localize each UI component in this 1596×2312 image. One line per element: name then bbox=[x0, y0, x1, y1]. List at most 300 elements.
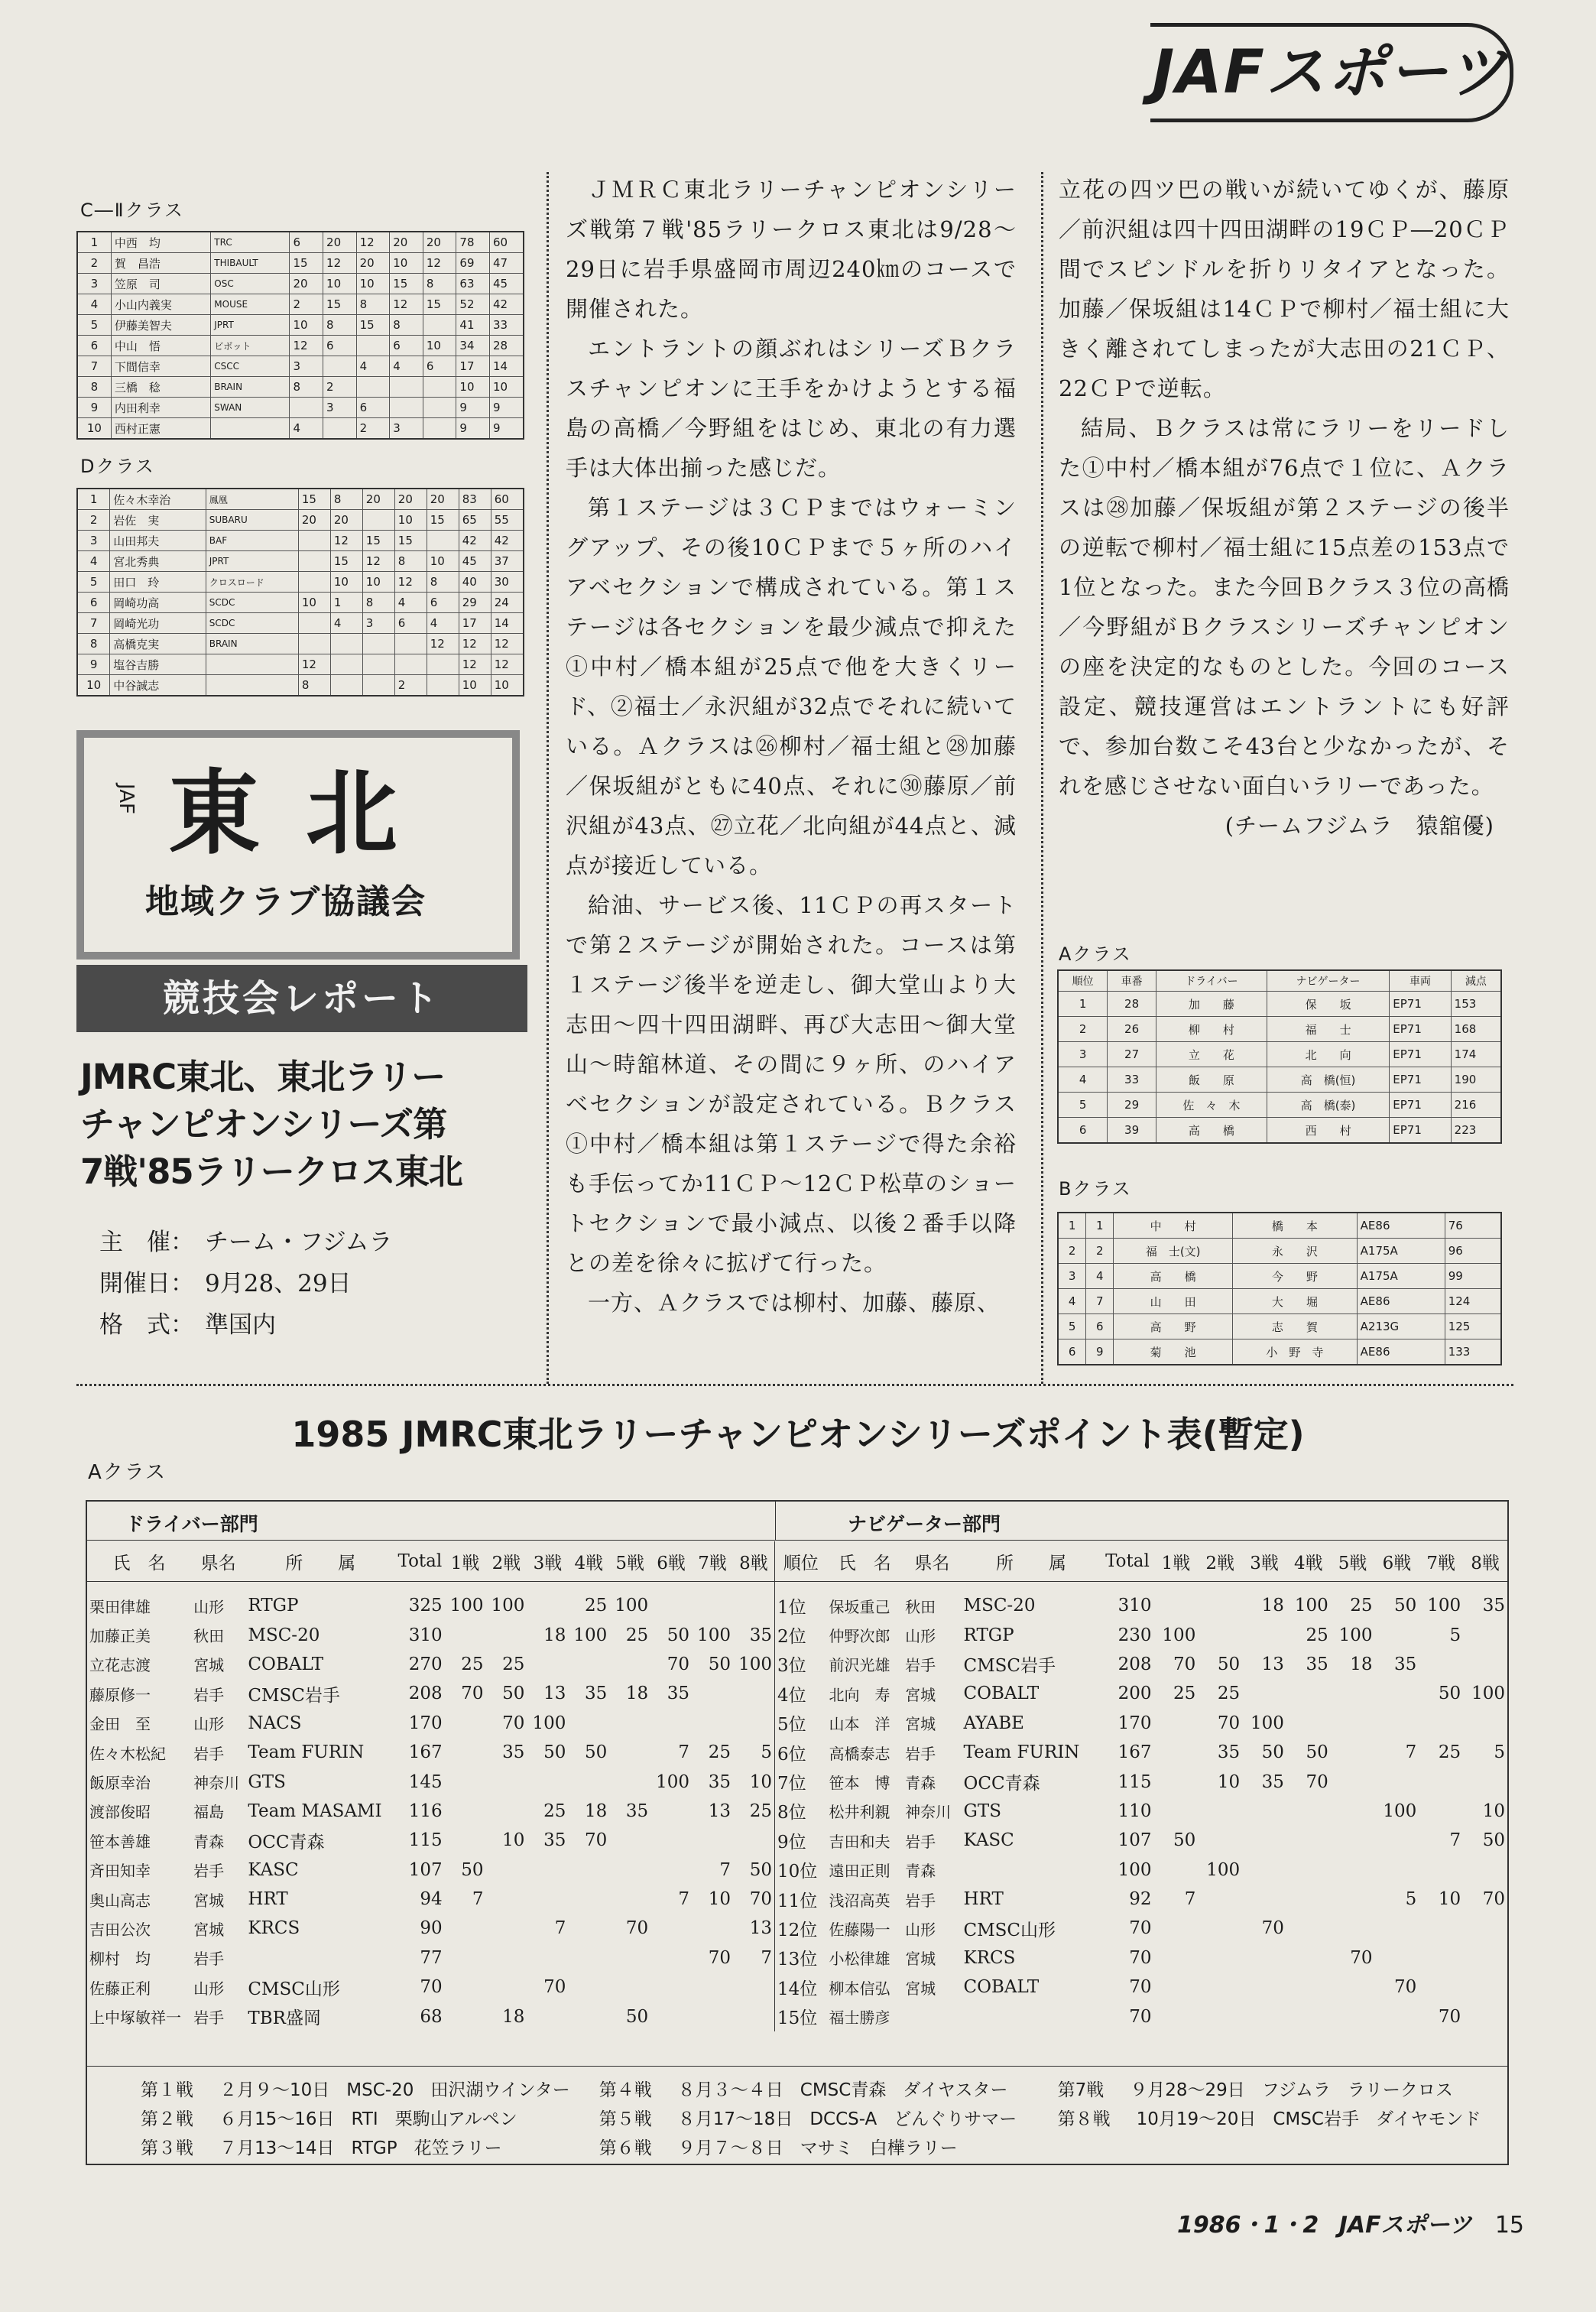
table-cell: 1 bbox=[1086, 1213, 1114, 1239]
table-cell: 加 藤 bbox=[1156, 992, 1267, 1017]
table-cell bbox=[1375, 1914, 1419, 1943]
table-row bbox=[77, 675, 524, 697]
table-cell: 4 bbox=[1058, 1067, 1108, 1093]
table-cell bbox=[1286, 1914, 1331, 1943]
table-cell: 浅沼高英 bbox=[829, 1891, 890, 1910]
table-cell: 70 bbox=[1129, 1918, 1152, 1939]
table-cell: 7 bbox=[1184, 1889, 1196, 1910]
table-cell: 笹本善雄 bbox=[89, 1832, 151, 1851]
table-cell: 2 bbox=[1058, 1017, 1108, 1042]
table-row bbox=[775, 1973, 1507, 2002]
table-cell: 4 bbox=[427, 613, 459, 634]
table-cell bbox=[1331, 1973, 1375, 2002]
table-cell bbox=[1331, 1797, 1375, 1826]
table-cell: 10 bbox=[749, 1771, 772, 1792]
table-cell bbox=[1154, 1738, 1199, 1767]
table-cell: 25 bbox=[461, 1654, 484, 1674]
table-cell bbox=[733, 1973, 775, 2002]
table-cell: 100 bbox=[656, 1771, 690, 1792]
table-cell bbox=[1154, 1709, 1199, 1738]
table-cell bbox=[527, 1856, 568, 1885]
table-cell: 20 bbox=[423, 232, 456, 253]
table-cell: 100 bbox=[1162, 1625, 1196, 1645]
table-header: 8戦 bbox=[733, 1541, 775, 1582]
table-cell: 20 bbox=[290, 274, 323, 294]
table-cell: 吉田和夫 bbox=[829, 1832, 890, 1851]
table-cell: 200 bbox=[1118, 1684, 1152, 1704]
article-paragraph: 一方、Ａクラスでは柳村、加藤、藤原、 bbox=[588, 1290, 1001, 1316]
table-cell bbox=[568, 1973, 609, 2002]
table-row bbox=[1058, 1239, 1501, 1264]
table-row bbox=[1058, 1213, 1501, 1239]
schedule-item bbox=[141, 2076, 599, 2105]
table-cell: 40 bbox=[459, 572, 491, 593]
page-number: 15 bbox=[1494, 2212, 1525, 2239]
table-row bbox=[87, 1650, 775, 1679]
table-cell: 10 bbox=[708, 1889, 731, 1910]
table-row bbox=[77, 377, 524, 398]
table-cell: 宮城 bbox=[193, 1656, 225, 1675]
table-cell: 18 bbox=[625, 1684, 649, 1704]
table-cell: 7 bbox=[554, 1918, 566, 1939]
table-cell: 124 bbox=[1445, 1289, 1501, 1314]
event-info bbox=[99, 1222, 393, 1346]
table-cell: 100 bbox=[1471, 1684, 1505, 1704]
table-cell bbox=[733, 1826, 775, 1855]
table-cell bbox=[903, 2002, 961, 2031]
table-cell: KRCS bbox=[248, 1918, 300, 1939]
table-cell: 3 bbox=[290, 356, 323, 377]
table-cell bbox=[486, 1914, 527, 1943]
info-value: 9月28、29日 bbox=[205, 1270, 352, 1297]
table-cell: 107 bbox=[1118, 1830, 1152, 1851]
table-cell: 116 bbox=[408, 1801, 443, 1821]
table-cell: 3 bbox=[362, 613, 394, 634]
a-result-table bbox=[1057, 969, 1502, 1144]
table-cell: 50 bbox=[1306, 1742, 1328, 1763]
headline-line: チャンピオンシリーズ第 bbox=[80, 1104, 447, 1145]
table-cell: 青森 bbox=[905, 1774, 936, 1793]
table-cell bbox=[733, 1709, 775, 1738]
table-cell: 35 bbox=[502, 1742, 525, 1763]
table-cell: 110 bbox=[1118, 1801, 1152, 1821]
table-cell bbox=[362, 654, 394, 675]
table-row bbox=[77, 634, 524, 654]
table-cell: 神奈川 bbox=[193, 1774, 240, 1793]
table-cell: 70 bbox=[625, 1918, 649, 1939]
table-cell: 100 bbox=[449, 1596, 484, 1616]
table-cell: 25 bbox=[708, 1742, 731, 1763]
table-cell: 9 bbox=[456, 418, 490, 440]
table-row bbox=[1058, 1339, 1501, 1365]
table-cell bbox=[1286, 1885, 1331, 1914]
table-cell: 70 bbox=[1129, 2006, 1152, 2027]
info-date bbox=[99, 1263, 393, 1304]
table-cell: 60 bbox=[491, 489, 524, 510]
table-cell bbox=[394, 634, 427, 654]
table-cell: CMSC山形 bbox=[963, 1920, 1056, 1940]
d-class-table bbox=[76, 488, 524, 697]
table-cell: 223 bbox=[1451, 1118, 1501, 1144]
table-cell: 12 bbox=[423, 253, 456, 274]
table-cell bbox=[1154, 1973, 1199, 2002]
table-cell: 1 bbox=[77, 489, 110, 510]
table-cell: 15 bbox=[290, 253, 323, 274]
table-cell: 18 bbox=[1350, 1654, 1373, 1674]
table-cell: 山形 bbox=[193, 1715, 225, 1734]
article-paragraph: エントラントの顔ぶれはシリーズＢクラスチャンピオンに王手をかけようとする福島の高橋／今野組をはじめ、東北の有力選手は大体出揃った感じだ。 bbox=[566, 336, 1017, 481]
table-cell: 8 bbox=[77, 377, 111, 398]
table-cell: 高 橋 bbox=[1114, 1264, 1233, 1289]
table-cell bbox=[1419, 1943, 1463, 1973]
headline-line: 7戦'85ラリークロス東北 bbox=[80, 1151, 462, 1192]
table-row bbox=[1058, 1042, 1501, 1067]
table-cell: 3 bbox=[323, 398, 357, 418]
table-cell: 55 bbox=[491, 510, 524, 531]
table-cell: 岩手 bbox=[193, 1685, 225, 1704]
table-cell: 230 bbox=[1118, 1625, 1152, 1645]
table-cell: 11位 bbox=[777, 1891, 818, 1911]
table-cell bbox=[692, 2002, 733, 2031]
table-cell: 8 bbox=[427, 572, 459, 593]
table-cell: 10 bbox=[1217, 1771, 1241, 1792]
table-cell: 65 bbox=[459, 510, 491, 531]
schedule-field: 10月19～20日 bbox=[1136, 2109, 1257, 2129]
table-cell: 100 bbox=[697, 1625, 731, 1645]
table-cell: 167 bbox=[1118, 1742, 1152, 1763]
table-cell: 9 bbox=[77, 398, 111, 418]
table-cell: RTGP bbox=[248, 1596, 299, 1616]
table-cell: 70 bbox=[708, 1947, 731, 1968]
table-cell bbox=[1375, 1943, 1419, 1973]
table-cell: THIBAULT bbox=[211, 253, 290, 274]
table-cell: 12 bbox=[356, 232, 390, 253]
table-row bbox=[87, 1679, 775, 1708]
article-column-2 bbox=[1059, 170, 1510, 846]
table-header: 7戦 bbox=[692, 1541, 733, 1582]
table-cell: 10 bbox=[290, 315, 323, 336]
table-cell: 5 bbox=[761, 1742, 772, 1763]
table-row bbox=[87, 1620, 775, 1649]
table-row bbox=[77, 294, 524, 315]
table-cell: 100 bbox=[1294, 1596, 1328, 1616]
table-cell bbox=[1242, 1885, 1286, 1914]
table-cell: 77 bbox=[420, 1947, 443, 1968]
table-cell bbox=[1154, 1943, 1199, 1973]
table-cell bbox=[650, 1856, 692, 1885]
table-cell: 15 bbox=[394, 531, 427, 551]
d-class-label: Dクラス bbox=[80, 456, 155, 477]
table-header: Total bbox=[395, 1541, 445, 1582]
table-cell: 69 bbox=[456, 253, 490, 274]
table-cell bbox=[568, 1885, 609, 1914]
table-cell: 金田 至 bbox=[89, 1715, 151, 1734]
table-cell: 18 bbox=[1261, 1596, 1284, 1616]
table-cell bbox=[486, 1620, 527, 1649]
table-cell: 山形 bbox=[193, 1979, 225, 1998]
table-cell: 20 bbox=[323, 232, 357, 253]
table-cell: 6 bbox=[423, 356, 456, 377]
table-cell: 168 bbox=[1451, 1017, 1501, 1042]
table-cell: 12 bbox=[362, 551, 394, 572]
table-cell: 岡崎功高 bbox=[110, 593, 206, 613]
table-cell: 10 bbox=[394, 510, 427, 531]
table-cell: 10 bbox=[298, 593, 330, 613]
table-cell: 2 bbox=[356, 418, 390, 440]
table-cell: 125 bbox=[1445, 1314, 1501, 1339]
schedule bbox=[87, 2066, 1507, 2164]
table-cell bbox=[445, 1943, 486, 1973]
table-cell bbox=[486, 1885, 527, 1914]
table-cell: 福 士 bbox=[1267, 1017, 1389, 1042]
table-cell: 35 bbox=[667, 1684, 690, 1704]
table-cell: 7 bbox=[1086, 1289, 1114, 1314]
table-cell: AE86 bbox=[1357, 1289, 1445, 1314]
navi-section-header bbox=[775, 1502, 1507, 1541]
table-cell: 3 bbox=[390, 418, 423, 440]
table-row bbox=[775, 1709, 1507, 1738]
table-cell bbox=[527, 1767, 568, 1796]
info-status bbox=[99, 1304, 393, 1346]
table-cell bbox=[1419, 1650, 1463, 1679]
table-cell bbox=[650, 1943, 692, 1973]
table-cell: 70 bbox=[1482, 1889, 1505, 1910]
table-cell: 10 bbox=[77, 418, 111, 440]
table-cell: 6 bbox=[77, 593, 110, 613]
table-row bbox=[87, 1826, 775, 1855]
table-cell: 17 bbox=[456, 356, 490, 377]
schedule-field: DCCS-A bbox=[809, 2109, 877, 2129]
table-cell bbox=[1198, 1973, 1242, 2002]
table-cell: 70 bbox=[461, 1684, 484, 1704]
table-cell: BRAIN bbox=[211, 377, 290, 398]
table-cell: 9位 bbox=[777, 1832, 806, 1853]
table-cell: 25 bbox=[584, 1596, 608, 1616]
table-cell: 47 bbox=[490, 253, 524, 274]
table-cell: 青森 bbox=[193, 1832, 225, 1851]
table-header: 3戦 bbox=[527, 1541, 568, 1582]
table-cell bbox=[1419, 1709, 1463, 1738]
table-cell: 10 bbox=[459, 675, 491, 697]
table-header: 順位 bbox=[775, 1541, 827, 1582]
table-cell: 上中塚敏祥一 bbox=[89, 2008, 181, 2028]
table-cell bbox=[692, 1582, 733, 1621]
table-cell bbox=[1419, 1856, 1463, 1885]
table-cell: 42 bbox=[490, 294, 524, 315]
schedule-item bbox=[599, 2134, 1058, 2163]
table-cell: SWAN bbox=[211, 398, 290, 418]
table-cell bbox=[323, 418, 357, 440]
page-footer bbox=[1177, 2206, 1524, 2239]
table-cell: 6 bbox=[394, 613, 427, 634]
table-cell bbox=[1242, 1973, 1286, 2002]
table-cell: 三橋 稔 bbox=[111, 377, 210, 398]
table-cell: 14 bbox=[490, 356, 524, 377]
table-cell: 45 bbox=[490, 274, 524, 294]
table-cell bbox=[1331, 1885, 1375, 1914]
table-cell: 10 bbox=[1438, 1889, 1461, 1910]
table-cell: 3 bbox=[77, 274, 111, 294]
table-cell: 10 bbox=[77, 675, 110, 697]
table-cell: GTS bbox=[963, 1801, 1002, 1821]
table-cell bbox=[733, 1582, 775, 1621]
table-cell: 70 bbox=[1350, 1947, 1373, 1968]
table-cell: 岩手 bbox=[193, 2008, 225, 2028]
table-cell bbox=[245, 1943, 395, 1973]
table-cell: 63 bbox=[456, 274, 490, 294]
schedule-field: ９月28～29日 bbox=[1130, 2080, 1245, 2100]
schedule-field: 第7戦 bbox=[1057, 2080, 1105, 2100]
table-row bbox=[77, 336, 524, 356]
table-cell: 100 bbox=[1206, 1859, 1241, 1880]
schedule-field: マサミ bbox=[800, 2138, 853, 2158]
table-cell: JPRT bbox=[211, 315, 290, 336]
schedule-field: 第６戦 bbox=[598, 2138, 652, 2158]
table-cell: 15 bbox=[427, 510, 459, 531]
table-cell bbox=[445, 1767, 486, 1796]
info-value: チーム・フジムラ bbox=[205, 1229, 393, 1256]
table-cell bbox=[298, 634, 330, 654]
table-cell: 20 bbox=[330, 510, 362, 531]
a-result-label: Aクラス bbox=[1059, 943, 1132, 965]
table-cell: 遠田正則 bbox=[829, 1862, 890, 1881]
headline-line: JMRC東北、東北ラリー bbox=[80, 1057, 446, 1097]
table-cell bbox=[1242, 1826, 1286, 1855]
table-cell bbox=[1286, 2002, 1331, 2031]
table-cell: 秋田 bbox=[905, 1597, 936, 1616]
table-cell: 4 bbox=[330, 613, 362, 634]
table-cell bbox=[527, 1650, 568, 1679]
table-cell: 35 bbox=[1306, 1654, 1328, 1674]
table-cell: 3 bbox=[1058, 1264, 1086, 1289]
table-cell bbox=[568, 1767, 609, 1796]
table-cell: EP71 bbox=[1390, 1093, 1451, 1118]
report-bar: 競技会レポート bbox=[76, 965, 527, 1032]
table-cell bbox=[1463, 2002, 1507, 2031]
table-cell: 30 bbox=[491, 572, 524, 593]
table-cell: 5 bbox=[77, 315, 111, 336]
schedule-field: 花笠ラリー bbox=[414, 2138, 502, 2158]
table-cell: 90 bbox=[420, 1918, 443, 1939]
table-cell: 中西 均 bbox=[111, 232, 210, 253]
table-cell: 6 bbox=[356, 398, 390, 418]
table-cell bbox=[1286, 1826, 1331, 1855]
table-cell bbox=[692, 1679, 733, 1708]
table-cell bbox=[427, 675, 459, 697]
table-cell bbox=[733, 1679, 775, 1708]
table-cell: 12 bbox=[394, 572, 427, 593]
c2-class-table bbox=[76, 231, 524, 440]
table-cell: 13 bbox=[708, 1801, 731, 1821]
table-cell: 68 bbox=[420, 2006, 443, 2027]
table-cell: 7 bbox=[1449, 1830, 1461, 1851]
table-cell: 北向 寿 bbox=[829, 1685, 890, 1704]
table-cell: 107 bbox=[408, 1859, 443, 1880]
table-cell: 5 bbox=[1494, 1742, 1505, 1763]
table-cell bbox=[1198, 1797, 1242, 1826]
table-cell: 高 橋 bbox=[1156, 1118, 1267, 1144]
table-cell: COBALT bbox=[963, 1977, 1040, 1998]
table-cell: 宮北秀典 bbox=[110, 551, 206, 572]
table-cell bbox=[362, 675, 394, 697]
column-divider bbox=[547, 172, 549, 1384]
points-class-label: Aクラス bbox=[88, 1461, 167, 1484]
table-cell: 100 bbox=[738, 1654, 772, 1674]
table-cell: 10 bbox=[502, 1830, 525, 1851]
table-cell bbox=[298, 613, 330, 634]
table-cell: TBR盛岡 bbox=[248, 2008, 321, 2029]
table-cell: 34 bbox=[456, 336, 490, 356]
table-cell: 45 bbox=[459, 551, 491, 572]
table-cell: 174 bbox=[1451, 1042, 1501, 1067]
table-cell: 42 bbox=[491, 531, 524, 551]
table-cell: 35 bbox=[1217, 1742, 1241, 1763]
table-cell: 岩手 bbox=[193, 1950, 225, 1969]
table-cell: SCDC bbox=[206, 593, 298, 613]
table-cell bbox=[1242, 1856, 1286, 1885]
table-cell: MSC-20 bbox=[963, 1596, 1036, 1616]
table-cell: EP71 bbox=[1390, 1017, 1451, 1042]
table-cell: 吉田公次 bbox=[89, 1920, 151, 1939]
table-row bbox=[775, 2002, 1507, 2031]
table-cell: 70 bbox=[420, 1977, 443, 1998]
table-cell: 7 bbox=[678, 1742, 690, 1763]
table-header: ナビゲーター bbox=[1267, 970, 1389, 992]
table-cell: 13 bbox=[749, 1918, 772, 1939]
table-cell: 35 bbox=[749, 1625, 772, 1645]
table-cell: 山形 bbox=[905, 1920, 936, 1939]
table-cell: 70 bbox=[502, 1713, 525, 1733]
table-cell: 76 bbox=[1445, 1213, 1501, 1239]
table-cell: 6 bbox=[290, 232, 323, 253]
table-cell: 佐々木幸治 bbox=[110, 489, 206, 510]
table-cell bbox=[1154, 1767, 1199, 1796]
table-cell: 12 bbox=[330, 531, 362, 551]
table-cell: 4 bbox=[394, 593, 427, 613]
table-cell bbox=[650, 2002, 692, 2031]
table-cell bbox=[1286, 1797, 1331, 1826]
table-cell: 中谷誠志 bbox=[110, 675, 206, 697]
table-cell: 奥山高志 bbox=[89, 1891, 151, 1910]
table-cell bbox=[290, 398, 323, 418]
table-cell: MOUSE bbox=[211, 294, 290, 315]
table-cell: 10 bbox=[330, 572, 362, 593]
table-cell: 9 bbox=[490, 398, 524, 418]
table-cell: 15 bbox=[390, 274, 423, 294]
table-cell bbox=[390, 377, 423, 398]
table-cell: 8 bbox=[356, 294, 390, 315]
table-cell: 100 bbox=[1251, 1713, 1284, 1733]
table-cell bbox=[298, 551, 330, 572]
table-cell: 7 bbox=[77, 613, 110, 634]
table-header: 1戦 bbox=[445, 1541, 486, 1582]
table-cell: 12 bbox=[298, 654, 330, 675]
table-cell: 菊 池 bbox=[1114, 1339, 1233, 1365]
table-cell: 1 bbox=[330, 593, 362, 613]
table-cell: 4位 bbox=[777, 1685, 806, 1706]
table-cell: GTS bbox=[248, 1771, 286, 1792]
table-cell: 15 bbox=[330, 551, 362, 572]
table-cell: 13位 bbox=[777, 1950, 818, 1970]
table-cell: 17 bbox=[459, 613, 491, 634]
table-cell: 60 bbox=[490, 232, 524, 253]
article-paragraph: ＪＭＲＣ東北ラリーチャンピオンシリーズ戦第７戦'85ラリークロス東北は9/28～29日に岩手県盛岡市周辺240㎞のコースで開催された。 bbox=[566, 177, 1017, 322]
table-cell bbox=[1154, 1914, 1199, 1943]
info-label: 格 式： bbox=[99, 1311, 194, 1339]
table-cell: CMSC山形 bbox=[248, 1979, 340, 1999]
table-cell bbox=[330, 675, 362, 697]
table-cell: 佐藤正利 bbox=[89, 1979, 151, 1998]
